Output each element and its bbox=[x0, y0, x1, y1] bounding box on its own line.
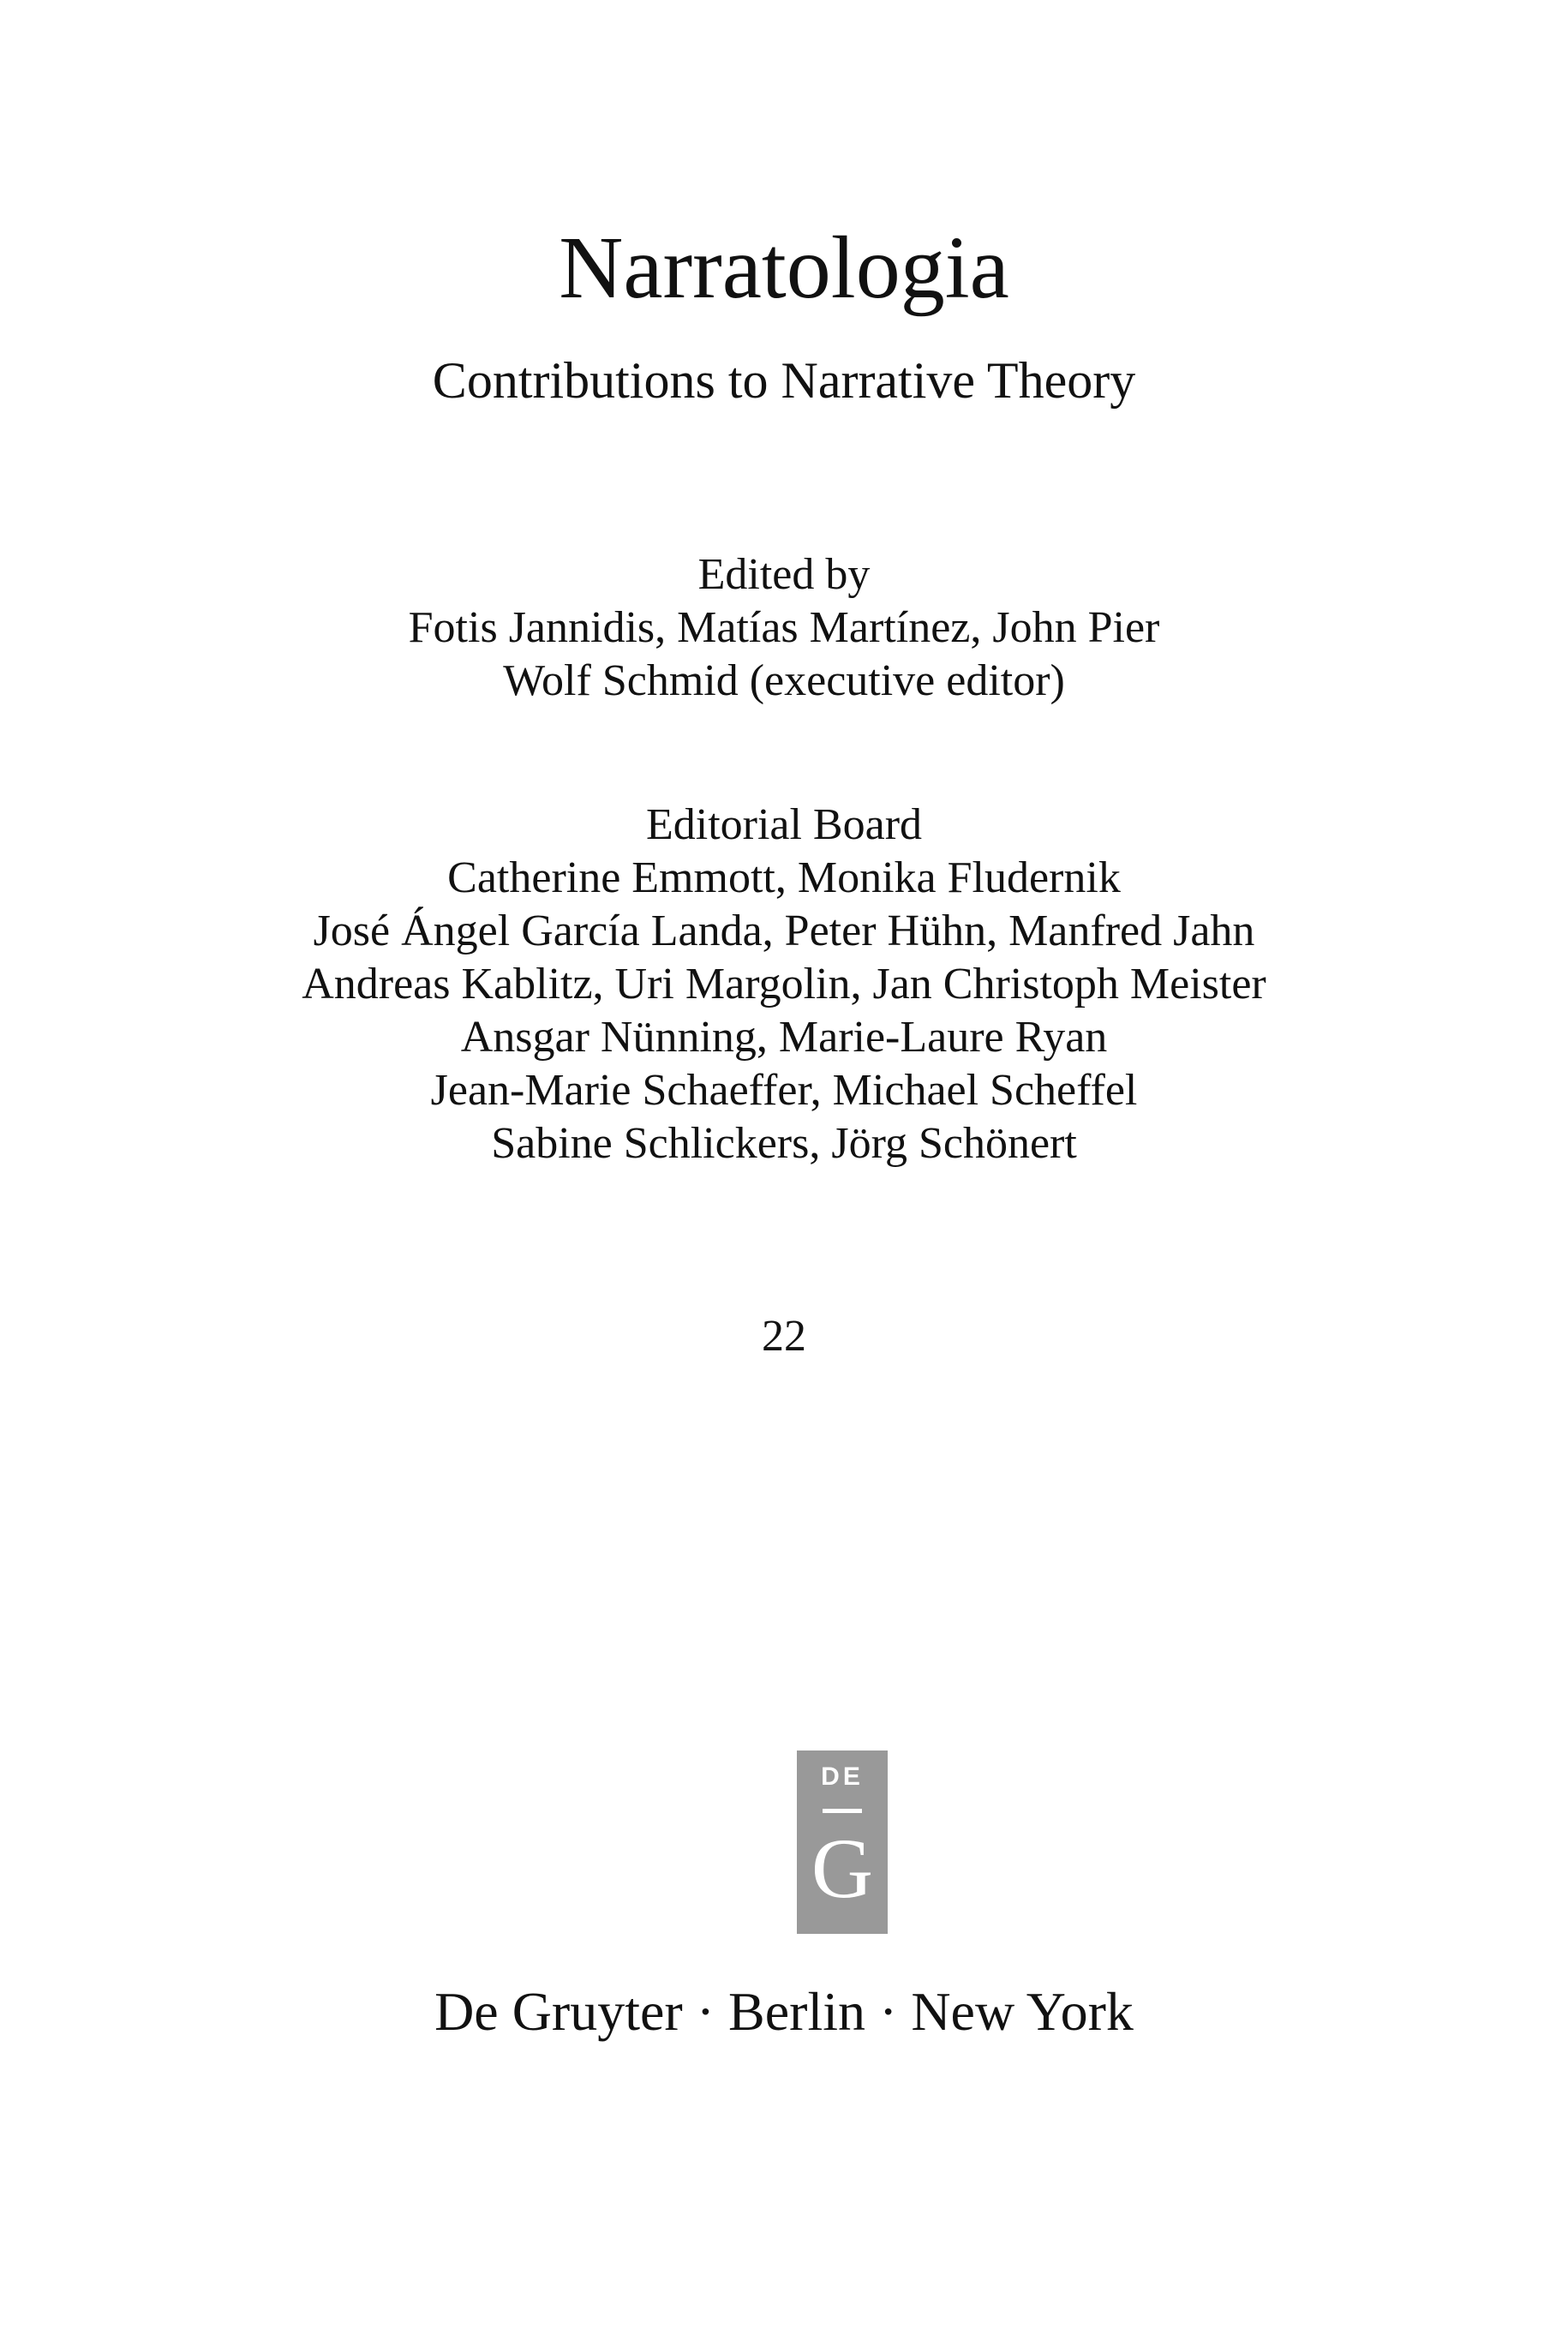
publisher-logo bbox=[797, 1750, 888, 1934]
logo-bottom-text: G bbox=[811, 1821, 874, 1916]
editorial-board-line: Catherine Emmott, Monika Fludernik bbox=[447, 853, 1121, 902]
logo-rule bbox=[823, 1809, 862, 1813]
editorial-board-line: Jean-Marie Schaeffer, Michael Scheffel bbox=[430, 1066, 1138, 1115]
editors-heading: Edited by bbox=[697, 550, 871, 599]
editors-line: Wolf Schmid (executive editor) bbox=[503, 656, 1065, 705]
editorial-board-line: Sabine Schlickers, Jörg Schönert bbox=[491, 1119, 1077, 1168]
series-subtitle: Contributions to Narrative Theory bbox=[432, 352, 1136, 409]
editorial-board-heading: Editorial Board bbox=[645, 800, 923, 849]
series-title: Narratologia bbox=[559, 218, 1009, 317]
editorial-board-line: José Ángel García Landa, Peter Hühn, Manfred Jahn bbox=[313, 907, 1255, 955]
volume-number: 22 bbox=[762, 1312, 806, 1361]
editorial-board-block bbox=[0, 799, 1568, 1170]
editors-block bbox=[0, 548, 1568, 708]
editorial-board-line: Andreas Kablitz, Uri Margolin, Jan Christoph Meister bbox=[302, 960, 1266, 1008]
publisher-imprint: De Gruyter · Berlin · New York bbox=[434, 1981, 1134, 2042]
editorial-board-line: Ansgar Nünning, Marie-Laure Ryan bbox=[460, 1013, 1108, 1062]
editors-line: Fotis Jannidis, Matías Martínez, John Pier bbox=[408, 603, 1160, 652]
logo-top-text: DE bbox=[821, 1762, 864, 1791]
